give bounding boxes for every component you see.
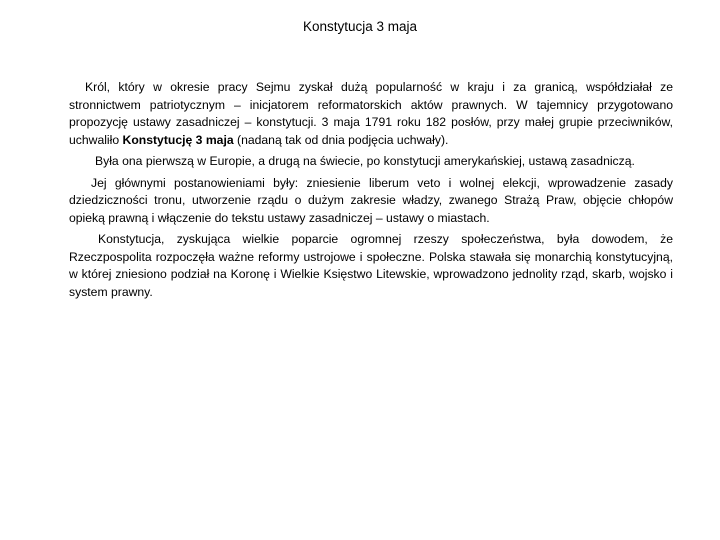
- paragraph-main-provisions: Jej głównymi postanowieniami były: zniesienie liberum veto i wolnej elekcji, wprowadzenie zasady dziedziczności tronu, utworzenie rządu o dużym zakresie władzy, zwanego Strażą Praw, objęcie chłopów opieką prawną i włączenie do tekstu ustawy zasadniczej – ustawy o miastach.: [69, 175, 673, 225]
- slide-title: Konstytucja 3 maja: [302, 19, 418, 34]
- constitution-name-bold: Konstytucję 3 maja: [122, 132, 234, 147]
- slide-body: [69, 79, 673, 301]
- paragraph-king: [69, 79, 673, 149]
- paragraph-first-in-europe: Była ona pierwszą w Europie, a drugą na świecie, po konstytucji amerykańskiej, ustawą zasadniczą.: [95, 154, 635, 168]
- paragraph-king-tail: (nadaną tak od dnia podjęcia uchwały).: [233, 132, 449, 147]
- paragraph-king-text: Król, który w okresie pracy Sejmu zyskał dużą popularność w kraju i za granicą, współdziałał ze stronnictwem patriotycznym – inicjatorem reformatorskich aktów prawnych. W tajemnicy przygotowano propozycję ustawy zasadniczej – konstytucji. 3 maja 1791 roku 182 posłów, przy małej grupie przeciwników, uchwaliło: [69, 80, 673, 147]
- paragraph-reforms: Konstytucja, zyskująca wielkie poparcie ogromnej rzeszy społeczeństwa, była dowodem, że Rzeczpospolita rozpoczęła ważne reformy ustrojowe i społeczne. Polska stawała się monarchią konstytucyjną, w której zniesiono podział na Koronę i Wielkie Księstwo Litewskie, wprowadzono jednolity rząd, skarb, wojsko i system prawny.: [69, 232, 673, 299]
